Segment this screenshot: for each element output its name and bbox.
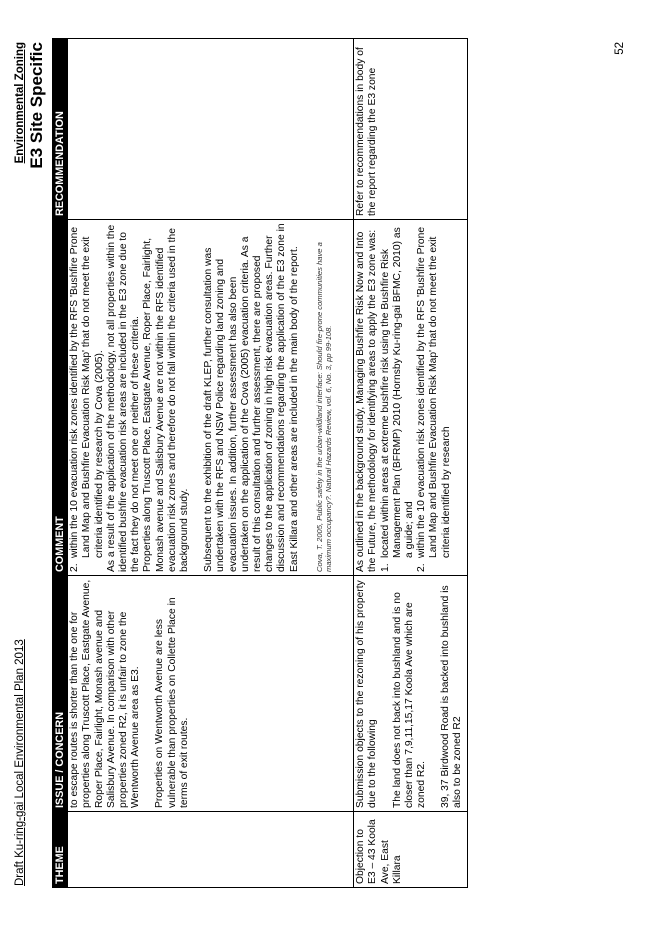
item-text: located within areas at extreme bushfire risk using the Bushfire Risk Management Plan (BFRMP) 2010 (Hornsby Ku-ring-gai BFMC, 2010) as a guide; and bbox=[379, 227, 416, 558]
numbered-item bbox=[416, 223, 453, 572]
document-title: Draft Ku-ring-gai Local Environmental Plan 2013 bbox=[14, 639, 26, 886]
section-subtitle: Environmental Zoning bbox=[14, 42, 26, 164]
submissions-table bbox=[52, 38, 468, 888]
reference-citation: Cova, T. 2005, Public safety in the urban-wildland interface: Should fire-prone communities have a maximum occupancy?. Natural Hazards Review, vol. 6, No. 3, pp 99-108. bbox=[314, 242, 334, 572]
comment-paragraph: As a result of the application of the methodology, not all properties within the identified bushfire evacuation risk areas are included in the E3 zone due to the fact they do not meet one or neither of these criteria. bbox=[105, 224, 142, 572]
column-header-comment: COMMENT bbox=[53, 220, 68, 576]
issue-paragraph: to escape routes is shorter than the one for properties along Truscott Place, Eastgate Avenue, Roper Place, Fairlight, Monash avenue and Salisbury Avenue. In comparison with other properties zoned R2, it is unfair to zone the Wentworth Avenue area as E3. bbox=[69, 579, 142, 808]
comment-paragraph: As outlined in the background study, Managing Bushfire Risk Now and Into the Future, the methodology for identifying areas to apply the E3 zone was: bbox=[355, 229, 379, 572]
numbered-item bbox=[380, 223, 417, 572]
issue-cell bbox=[354, 576, 467, 812]
issue-paragraph: Properties on Wentworth Avenue are less vulnerable than properties on Collette Place in terms of exit routes. bbox=[154, 597, 190, 808]
section-header bbox=[14, 42, 47, 169]
section-title: E3 Site Specific bbox=[27, 42, 46, 169]
page-number: 52 bbox=[614, 42, 626, 55]
theme-cell: Objection to E3 – 43 Koola Ave, East Killara bbox=[354, 812, 467, 888]
table-header-row bbox=[53, 39, 68, 888]
column-header-recommendation: RECOMMENDATION bbox=[53, 39, 68, 220]
item-text: within the 10 evacuation risk zones identified by the RFS 'Bushfire Prone Land Map and Bushfire Evacuation Risk Map' that do not meet the exit criteria identified by research bbox=[416, 226, 452, 558]
comment-cell bbox=[354, 220, 467, 576]
table-row bbox=[354, 39, 467, 888]
column-header-theme: THEME bbox=[53, 812, 68, 888]
comment-paragraph: Subsequent to the exhibition of the draft KLEP, further consultation was undertaken with the RFS and NSW Police regarding land zoning and evacuation issues. In addition, further assessment has also been undertaken on the application of the Cova (2005) evacuation criteria. As a result of this consultation and further assessment, there are proposed changes to the application of zoning in high risk evacuation areas. Further discussion and recommendations regarding the application of the E3 zone in East Killara and other areas are included in the main body of the report. bbox=[203, 223, 300, 572]
issue-paragraph: Submission objects to the rezoning of his property due to the following bbox=[355, 580, 379, 808]
comment-paragraph: Properties along Truscott Place, Eastgate Avenue, Roper Place, Fairlight, Monash avenue and Salisbury Avenue are not within the RFS identified evacuation risk zones and therefore do not fall within the criteria used in the background study. bbox=[142, 227, 191, 572]
recommendation-cell bbox=[68, 39, 354, 220]
issue-paragraph: The land does not back into bushland and is no closer than 7,9,11,15,17 Koola Ave which are zoned R2. bbox=[391, 592, 428, 808]
issue-paragraph: 39, 37 Birdwood Road is backed into bushland is also to be zoned R2 bbox=[440, 585, 464, 808]
comment-cell bbox=[68, 220, 354, 576]
item-number: 2. bbox=[416, 563, 428, 572]
table-row bbox=[68, 39, 354, 888]
theme-cell bbox=[68, 812, 354, 888]
item-text: within the 10 evacuation risk zones identified by the RFS 'Bushfire Prone Land Map and Bushfire Evacuation Risk Map' that do not meet the exit criteria identified by research by Cova (2005). bbox=[69, 226, 105, 558]
item-number: 2. bbox=[69, 563, 81, 572]
recommendation-cell: Refer to recommendations in body of the report regarding the E3 zone bbox=[354, 39, 467, 220]
item-number: 1. bbox=[379, 563, 391, 572]
numbered-item bbox=[69, 223, 106, 572]
issue-cell bbox=[68, 576, 354, 812]
column-header-issue: ISSUE / CONCERN bbox=[53, 576, 68, 812]
